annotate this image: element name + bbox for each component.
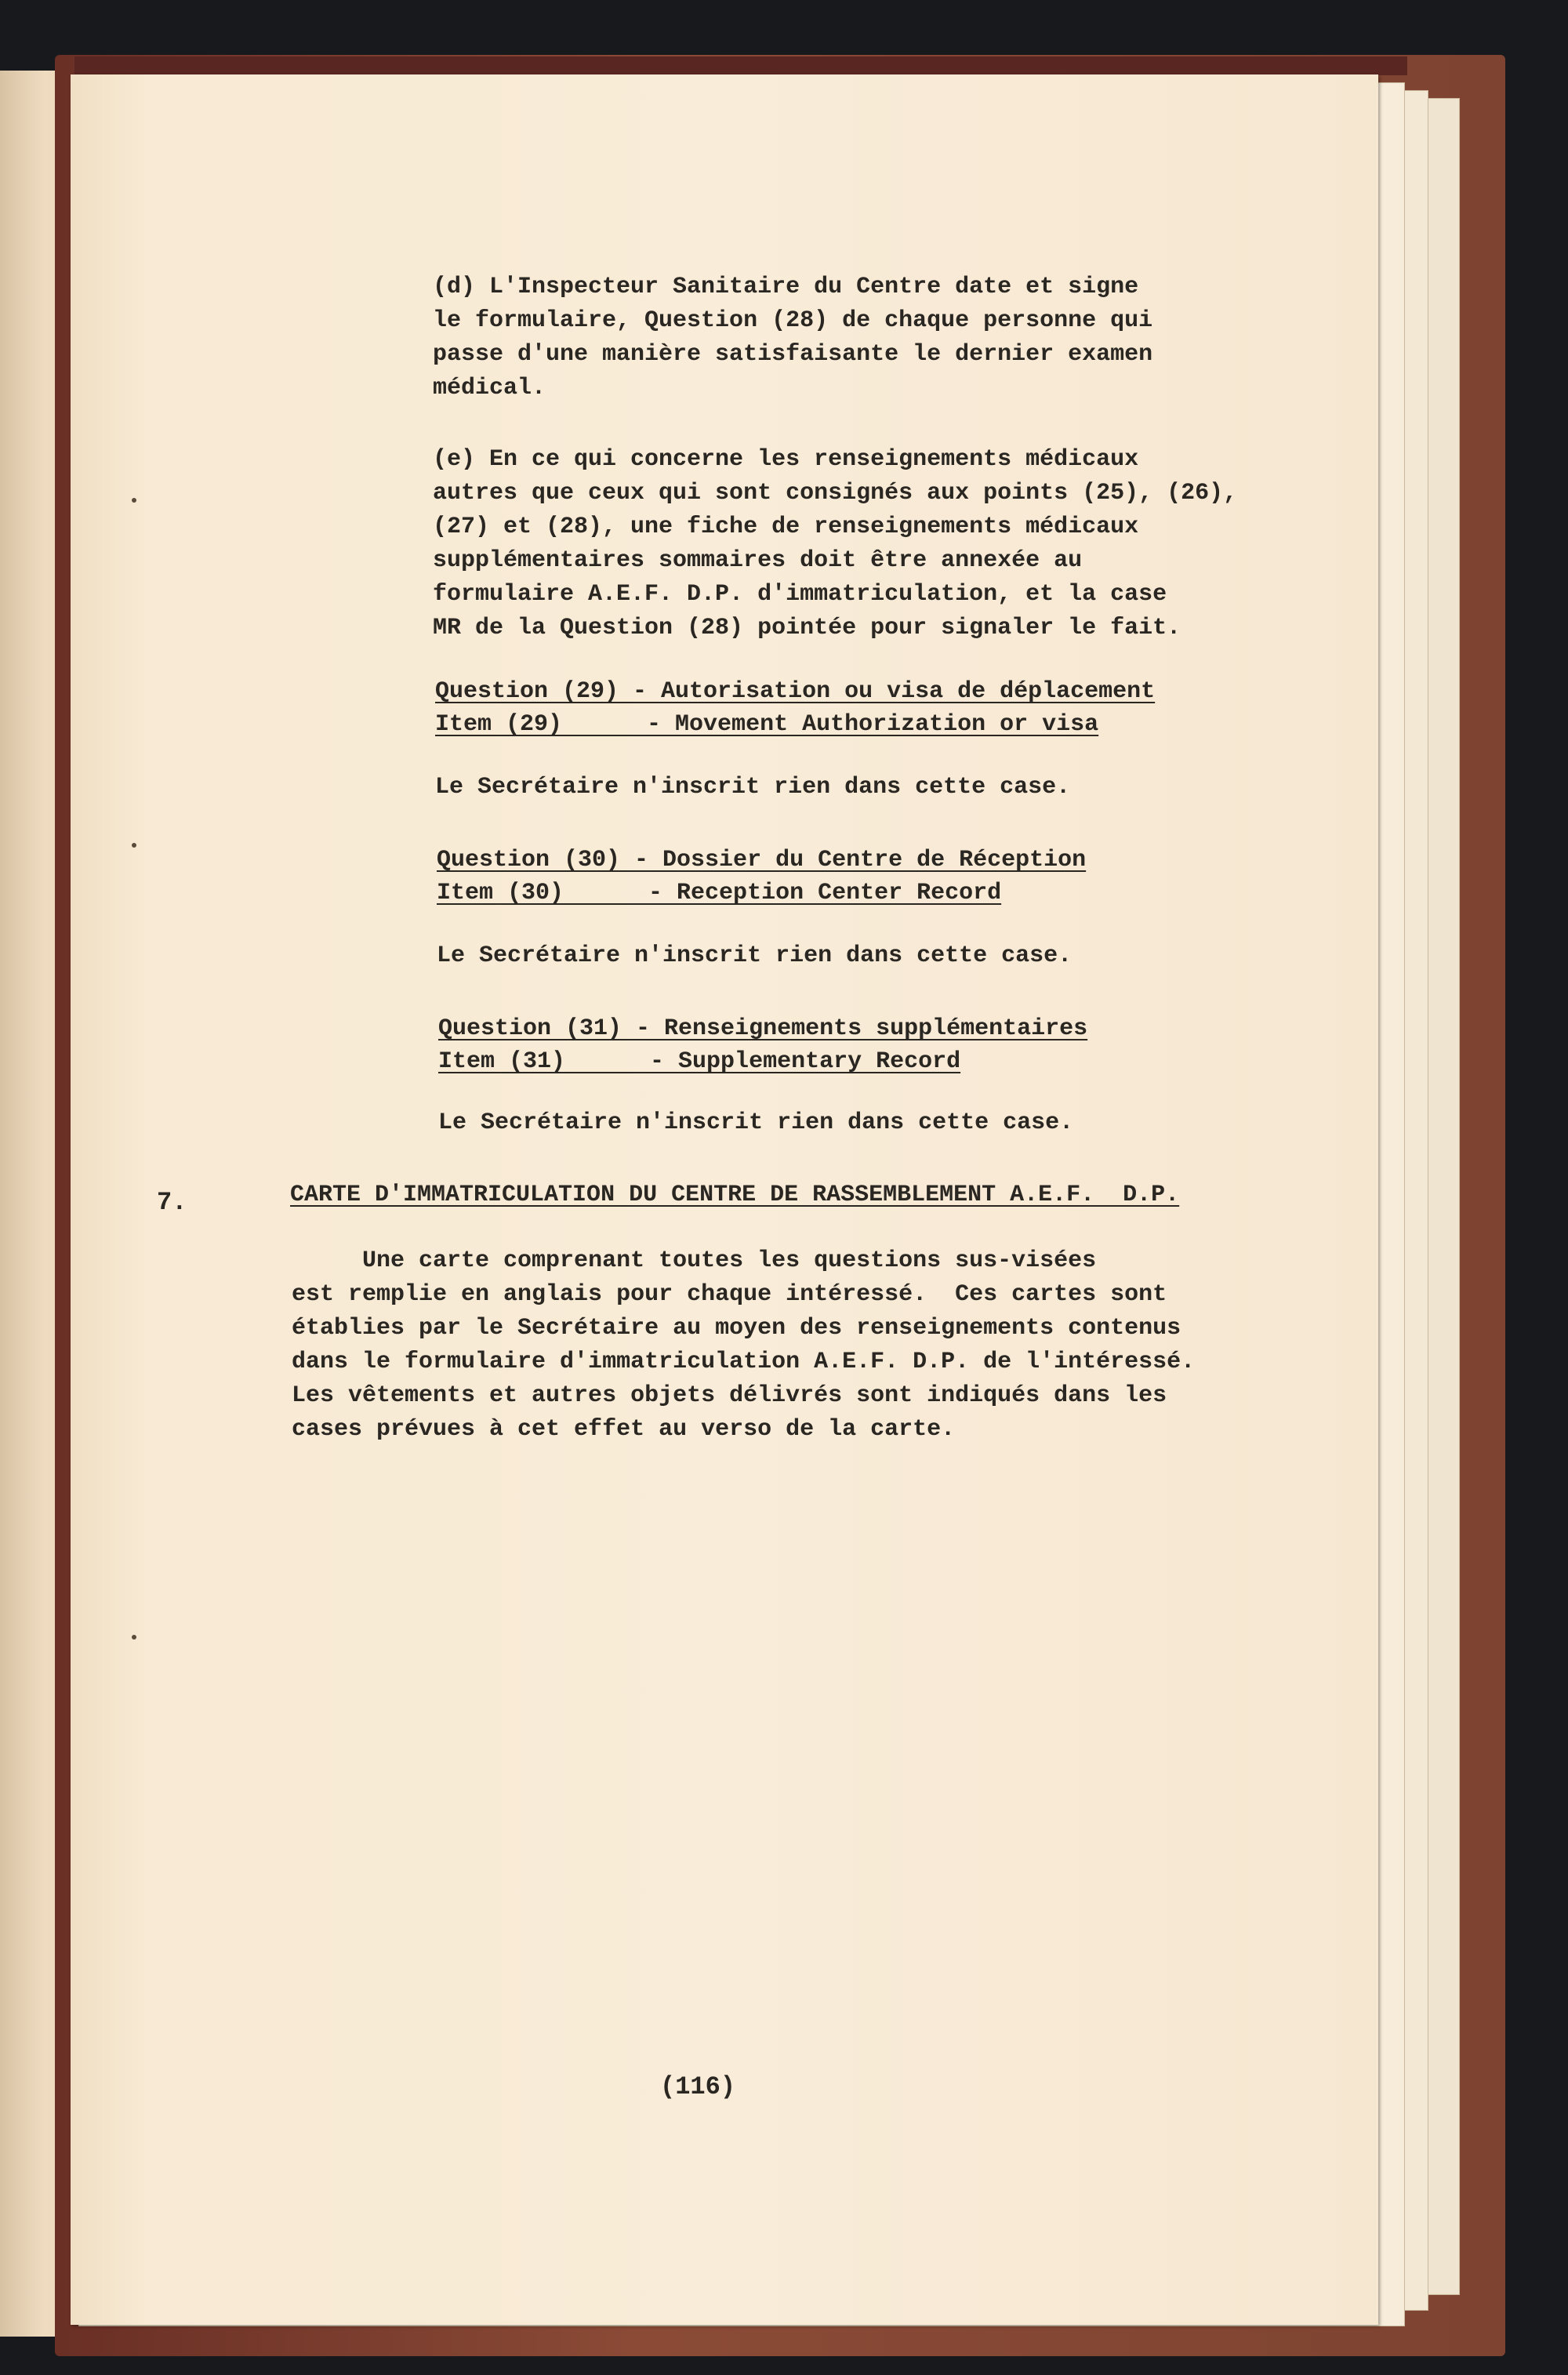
section-7-body: Une carte comprenant toutes les questions sus-visées est remplie en anglais pour chaque intéressé. Ces cartes sont établies par le Secrétaire au moyen des renseignements contenus dans le formulaire d'immatriculation A.E.F. D.P. de l'intéressé. Les vêtements et autres objets délivrés sont indiqués dans les cases prévues à cet effet au verso de la carte. bbox=[292, 1247, 1196, 1443]
item-30-heading: Item (30) - Reception Center Record bbox=[437, 880, 1002, 906]
question-30-note: Le Secrétaire n'inscrit rien dans cette case. bbox=[437, 942, 1073, 969]
question-29-heading: Question (29) - Autorisation ou visa de déplacement bbox=[435, 678, 1156, 705]
question-31-heading: Question (31) - Renseignements supplémentaires bbox=[438, 1015, 1088, 1042]
cover-binding-strip bbox=[74, 56, 1407, 75]
binding-hole bbox=[132, 498, 136, 503]
question-30-heading: Question (30) - Dossier du Centre de Réception bbox=[437, 847, 1087, 873]
document-page bbox=[71, 74, 1378, 2325]
question-31-note: Le Secrétaire n'inscrit rien dans cette case. bbox=[438, 1109, 1074, 1136]
paragraph-d: (d) L'Inspecteur Sanitaire du Centre date et signe le formulaire, Question (28) de chaque personne qui passe d'une manière satisfaisante le dernier examen médical. bbox=[433, 274, 1153, 401]
item-31-heading: Item (31) - Supplementary Record bbox=[438, 1048, 961, 1075]
binding-hole bbox=[132, 843, 136, 848]
page-number: (116) bbox=[660, 2072, 736, 2101]
section-7-number: 7. bbox=[157, 1188, 187, 1217]
question-29-note: Le Secrétaire n'inscrit rien dans cette case. bbox=[435, 774, 1071, 801]
paragraph-e: (e) En ce qui concerne les renseignements médicaux autres que ceux qui sont consignés aux points (25), (26), (27) et (28), une fiche de renseignements médicaux supplémentaires sommaires doit être annexée au formulaire A.E.F. D.P. d'immatriculation, et la case MR de la Question (28) pointée pour signaler le fait. bbox=[433, 446, 1238, 641]
binding-hole bbox=[132, 1635, 136, 1640]
section-7-title: CARTE D'IMMATRICULATION DU CENTRE DE RASSEMBLEMENT A.E.F. D.P. bbox=[290, 1182, 1180, 1208]
item-29-heading: Item (29) - Movement Authorization or visa bbox=[435, 711, 1099, 738]
